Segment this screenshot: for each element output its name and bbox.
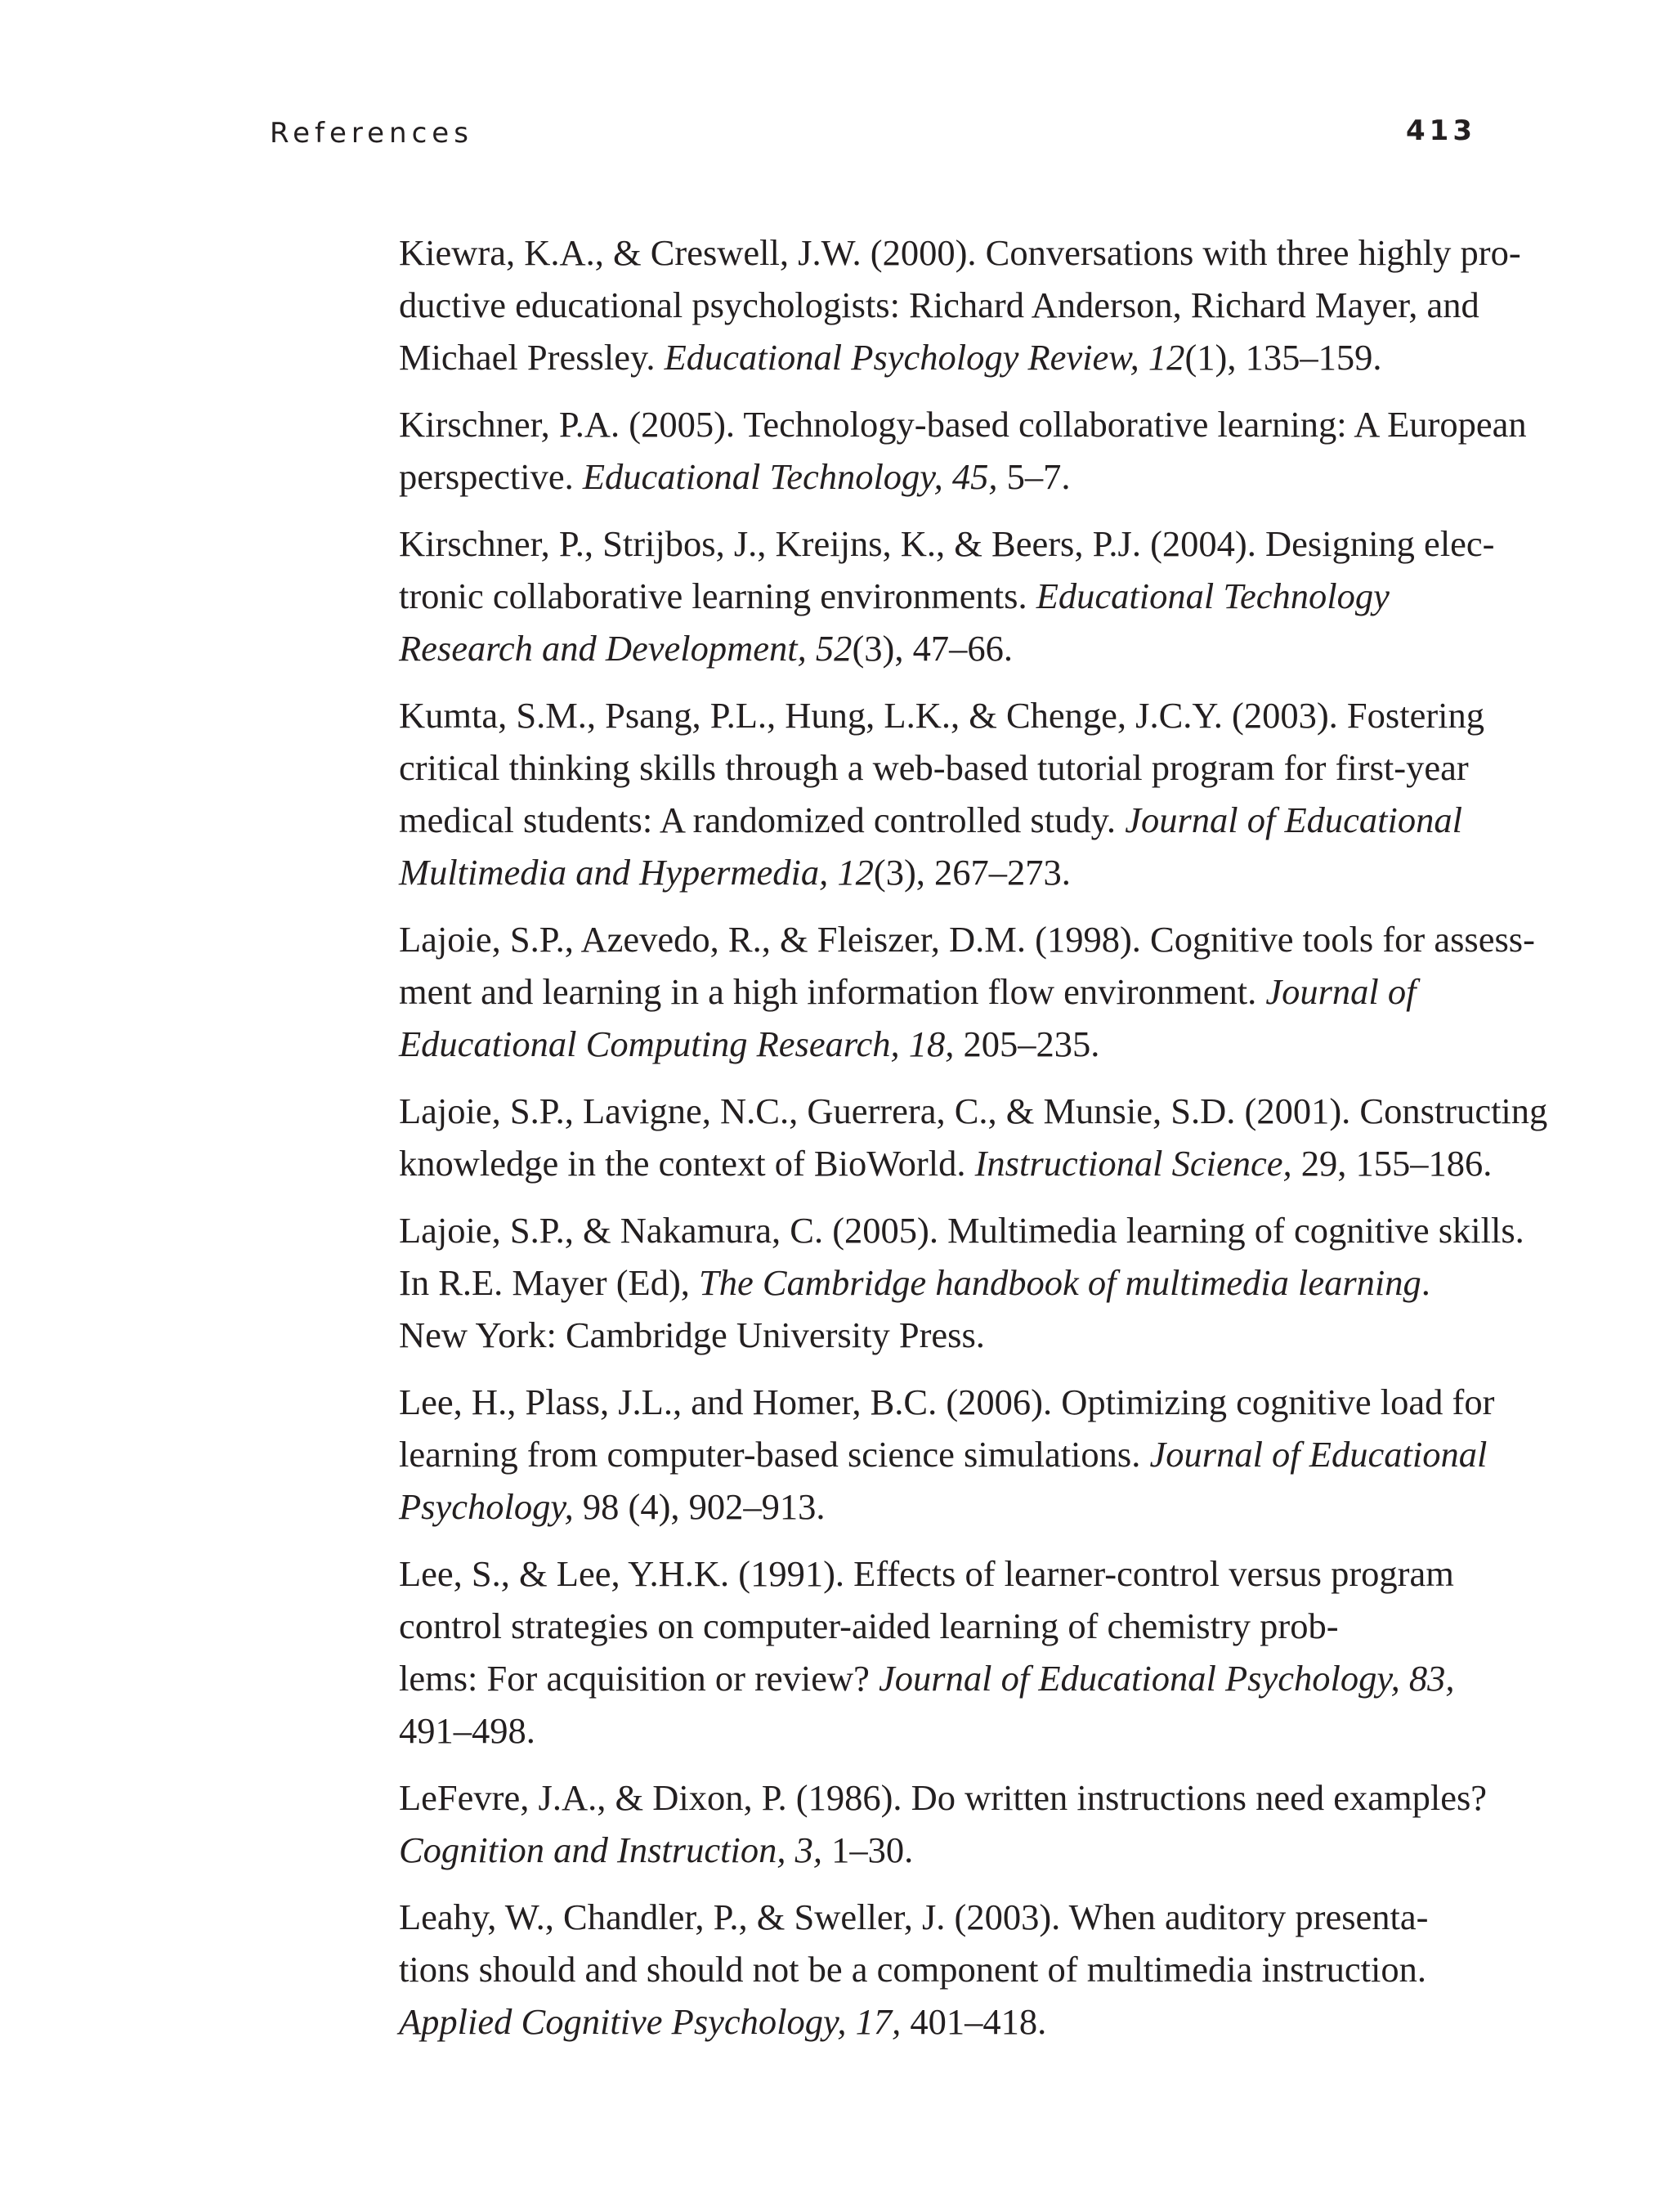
reference-italic-segment: Journal of Educational Psychology, 83, <box>879 1658 1455 1699</box>
reference-text-segment: Lajoie, S.P., & Nakamura, C. (2005). Multimedia learning of cognitive skills. <box>399 1210 1524 1251</box>
reference-list <box>399 226 1548 2048</box>
reference-entry <box>399 226 1521 383</box>
reference-line <box>399 1309 1490 1361</box>
reference-line <box>399 1085 1548 1137</box>
reference-italic-segment: Educational Computing Research, 18, <box>399 1023 955 1064</box>
reference-text-segment: . <box>1421 1262 1430 1303</box>
reference-text-segment: Michael Pressley. <box>399 337 665 378</box>
reference-line <box>399 1943 1490 1995</box>
reference-text-segment: (3), 47–66. <box>852 628 1013 669</box>
reference-text-segment: 1–30. <box>821 1829 914 1870</box>
reference-text-segment: 401–418. <box>901 2001 1047 2042</box>
reference-line <box>399 279 1490 331</box>
reference-text-segment: Kirschner, P., Strijbos, J., Kreijns, K., & Beers, P.J. (2004). Designing elec- <box>399 523 1495 564</box>
reference-line <box>399 794 1490 846</box>
reference-text-segment: tronic collaborative learning environments. <box>399 575 1036 616</box>
reference-entry <box>399 398 1527 503</box>
reference-entry <box>399 1547 1490 1757</box>
reference-line <box>399 570 1490 622</box>
running-head: References <box>270 117 473 150</box>
reference-entry <box>399 517 1495 674</box>
reference-line <box>399 741 1490 794</box>
reference-text-segment: In R.E. Mayer (Ed), <box>399 1262 700 1303</box>
reference-line <box>399 1256 1490 1309</box>
reference-italic-segment: The Cambridge handbook of multimedia learning <box>699 1262 1421 1303</box>
reference-line <box>399 1137 1493 1189</box>
reference-text-segment: Kumta, S.M., Psang, P.L., Hung, L.K., & Chenge, J.C.Y. (2003). Fostering <box>399 695 1485 736</box>
reference-italic-segment: Journal of Educational <box>1149 1434 1488 1475</box>
reference-text-segment: critical thinking skills through a web-based tutorial program for first-year <box>399 747 1469 788</box>
reference-italic-segment: Psychology, <box>399 1486 574 1527</box>
reference-italic-segment: Journal of <box>1265 971 1417 1012</box>
reference-text-segment: tions should and should not be a component of multimedia instruction. <box>399 1949 1426 1990</box>
reference-line <box>399 1480 1490 1533</box>
reference-line <box>399 1891 1490 1943</box>
reference-text-segment: 491–498. <box>399 1710 535 1751</box>
reference-text-segment: Lajoie, S.P., Lavigne, N.C., Guerrera, C., & Munsie, S.D. (2001). Constructing <box>399 1090 1548 1131</box>
reference-text-segment: perspective. <box>399 456 583 497</box>
reference-line <box>399 1652 1490 1704</box>
reference-italic-segment: Applied Cognitive Psychology, 17, <box>399 2001 902 2042</box>
reference-line <box>399 913 1535 965</box>
page-number: 413 <box>1406 114 1476 147</box>
reference-text-segment: control strategies on computer-aided learning of chemistry prob- <box>399 1605 1339 1646</box>
reference-line <box>399 517 1495 570</box>
reference-italic-segment: Educational Technology <box>1036 575 1390 616</box>
reference-line <box>399 1547 1490 1600</box>
reference-text-segment: Lee, H., Plass, J.L., and Homer, B.C. (2006). Optimizing cognitive load for <box>399 1381 1495 1422</box>
reference-italic-segment: Multimedia and Hypermedia, 12 <box>399 852 874 893</box>
reference-italic-segment: Journal of Educational <box>1125 799 1463 840</box>
reference-italic-segment: Educational Psychology Review, 12 <box>664 337 1185 378</box>
reference-entry <box>399 1204 1524 1361</box>
reference-line <box>399 1376 1495 1428</box>
reference-line <box>399 1704 1490 1757</box>
reference-text-segment: Leahy, W., Chandler, P., & Sweller, J. (2003). When auditory presenta- <box>399 1896 1429 1937</box>
reference-text-segment: ment and learning in a high information flow environment. <box>399 971 1266 1012</box>
reference-line <box>399 1824 1490 1876</box>
reference-text-segment: learning from computer-based science simulations. <box>399 1434 1150 1475</box>
reference-line <box>399 226 1521 279</box>
reference-line <box>399 846 1490 898</box>
reference-text-segment: 98 (4), 902–913. <box>573 1486 826 1527</box>
reference-line <box>399 1204 1524 1256</box>
reference-text-segment: medical students: A randomized controlled study. <box>399 799 1126 840</box>
reference-entry <box>399 1771 1490 1876</box>
reference-text-segment: Kirschner, P.A. (2005). Technology-based collaborative learning: A European <box>399 404 1527 445</box>
reference-entry <box>399 1376 1495 1533</box>
reference-entry <box>399 1085 1548 1189</box>
reference-text-segment: (1), 135–159. <box>1184 337 1382 378</box>
reference-line <box>399 1995 1490 2048</box>
reference-text-segment: Lajoie, S.P., Azevedo, R., & Fleiszer, D.M. (1998). Cognitive tools for assess- <box>399 919 1535 960</box>
reference-line <box>399 689 1490 741</box>
reference-text-segment: lems: For acquisition or review? <box>399 1658 880 1699</box>
reference-entry <box>399 1891 1490 2048</box>
reference-italic-segment: Cognition and Instruction, 3, <box>399 1829 822 1870</box>
reference-text-segment: 29, 155–186. <box>1291 1143 1493 1184</box>
reference-text-segment: (3), 267–273. <box>873 852 1071 893</box>
reference-text-segment: Kiewra, K.A., & Creswell, J.W. (2000). Conversations with three highly pro- <box>399 232 1521 273</box>
reference-text-segment: 205–235. <box>954 1023 1100 1064</box>
reference-line <box>399 1018 1490 1070</box>
reference-italic-segment: Instructional Science, <box>974 1143 1292 1184</box>
reference-text-segment: Lee, S., & Lee, Y.H.K. (1991). Effects of learner-control versus program <box>399 1553 1454 1594</box>
reference-italic-segment: Educational Technology, 45, <box>582 456 998 497</box>
reference-text-segment: knowledge in the context of BioWorld. <box>399 1143 975 1184</box>
reference-text-segment: 5–7. <box>997 456 1071 497</box>
reference-line <box>399 622 1490 674</box>
reference-italic-segment: Research and Development, 52 <box>399 628 853 669</box>
reference-line <box>399 1600 1490 1652</box>
reference-entry <box>399 913 1535 1070</box>
reference-line <box>399 398 1527 450</box>
reference-text-segment: New York: Cambridge University Press. <box>399 1314 985 1355</box>
reference-line <box>399 450 1490 503</box>
reference-text-segment: ductive educational psychologists: Richard Anderson, Richard Mayer, and <box>399 284 1479 325</box>
reference-line <box>399 1771 1490 1824</box>
reference-line <box>399 1428 1490 1480</box>
reference-line <box>399 965 1490 1018</box>
reference-line <box>399 331 1490 383</box>
reference-text-segment: LeFevre, J.A., & Dixon, P. (1986). Do written instructions need examples? <box>399 1777 1488 1818</box>
reference-entry <box>399 689 1490 898</box>
